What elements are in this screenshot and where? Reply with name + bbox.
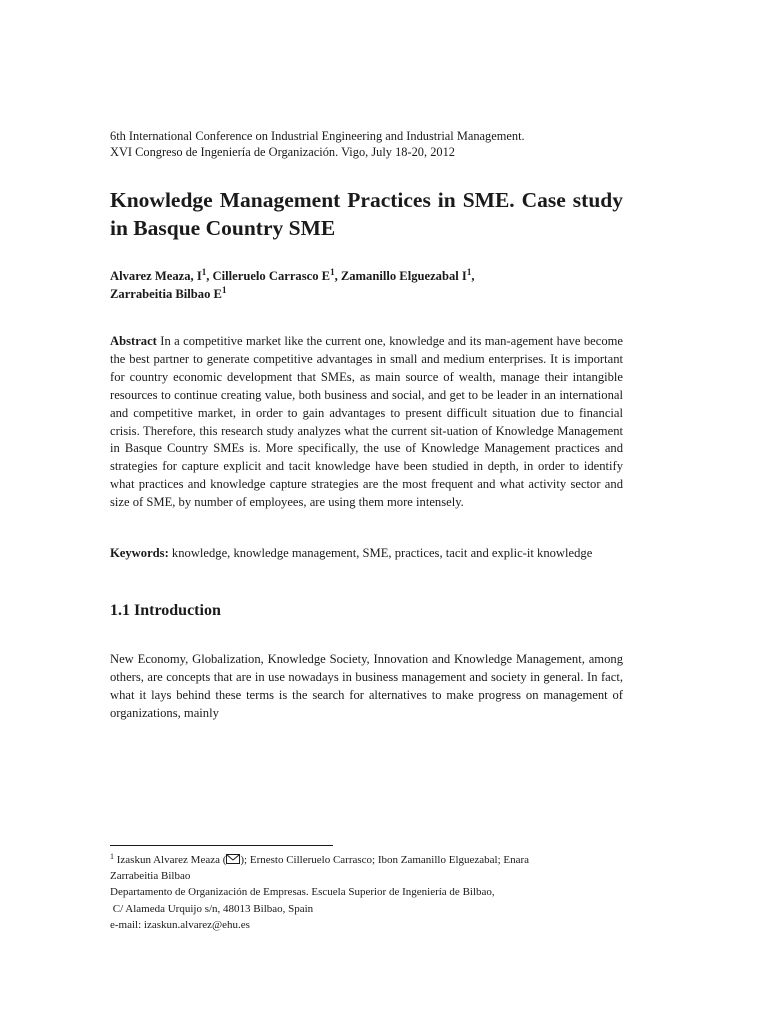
author-affiliation: 1: [330, 267, 335, 277]
envelope-icon[interactable]: [226, 854, 240, 864]
abstract: [110, 333, 623, 512]
keywords-text: knowledge, knowledge management, SME, practices, tacit and explic-it knowledge: [171, 546, 593, 561]
footnote-line-4: C/ Alameda Urquijo s/n, 48013 Bilbao, Spain: [110, 902, 314, 915]
author-separator: ,: [334, 269, 341, 283]
conference-line-1: 6th International Conference on Industrial Engineering and Industrial Management.: [110, 129, 525, 143]
footnote-author: Izaskun Alvarez Meaza (: [116, 854, 227, 866]
paper-title: Knowledge Management Practices in SME. Case study in Basque Country SME: [110, 188, 623, 240]
author-name: Cilleruelo Carrasco E: [212, 269, 331, 283]
author-name: Alvarez Meaza, I: [110, 269, 202, 283]
paper-page: [110, 128, 623, 723]
keywords-label: Keywords:: [110, 546, 169, 561]
section-heading: 1.1 Introduction: [110, 601, 221, 619]
keywords: [110, 545, 623, 563]
footnote-marker: 1: [110, 852, 114, 861]
author-list: [110, 267, 623, 303]
abstract-label: Abstract: [110, 334, 157, 348]
footnote-line-1: [110, 852, 630, 868]
author-name: Zarrabeitia Bilbao E: [110, 287, 222, 301]
footnote-coauthors: ); Ernesto Cilleruelo Carrasco; Ibon Zamanillo Elguezabal; Enara: [240, 854, 530, 866]
author-separator: ,: [206, 269, 213, 283]
abstract-text: In a competitive market like the current one, knowledge and its man-agement have become the best partner to generate competitive advantages in small and medium enterprises. It is important for country economic development that SMEs, as main source of wealth, manage their intangible resources to continue creating value, both business and social, and get to be leader in an international and competitive market, in order to gain advantages to present difficult situation due to financial crisis. Therefore, this research study analyzes what the current sit-uation of Knowledge Management in Basque Country SMEs is. More specifically, the use of Knowledge Management practices and strategies for capture explicit and tacit knowledge have been studied in depth, in order to identify what practices and knowledge capture strategies are the most frequent and what activity sector and size of SME, by number of employees, are using them more intensely.: [110, 334, 623, 510]
footnote-email[interactable]: e-mail: izaskun.alvarez@ehu.es: [110, 918, 250, 931]
author-affiliation: 1: [201, 267, 207, 277]
footnote-line-3: Departamento de Organización de Empresas. Escuela Superior de Ingeniería de Bilbao,: [110, 886, 495, 899]
author-affiliation: 1: [221, 285, 227, 295]
author-affiliation: 1: [466, 267, 472, 277]
introduction-paragraph: New Economy, Globalization, Knowledge Society, Innovation and Knowledge Management, among others, are concepts that are in use nowadays in business management and society in general. In fact, what it lays behind these terms is the search for alternatives to make progress on management of organizations, mainly: [110, 651, 623, 720]
author-name: Zamanillo Elguezabal I: [340, 269, 467, 283]
footnote-line-2: Zarrabeitia Bilbao: [110, 870, 191, 883]
author-separator: ,: [471, 269, 475, 283]
footnote-divider: [110, 845, 333, 846]
footnote: [110, 852, 630, 933]
conference-line-2: XVI Congreso de Ingeniería de Organización. Vigo, July 18-20, 2012: [110, 145, 455, 159]
